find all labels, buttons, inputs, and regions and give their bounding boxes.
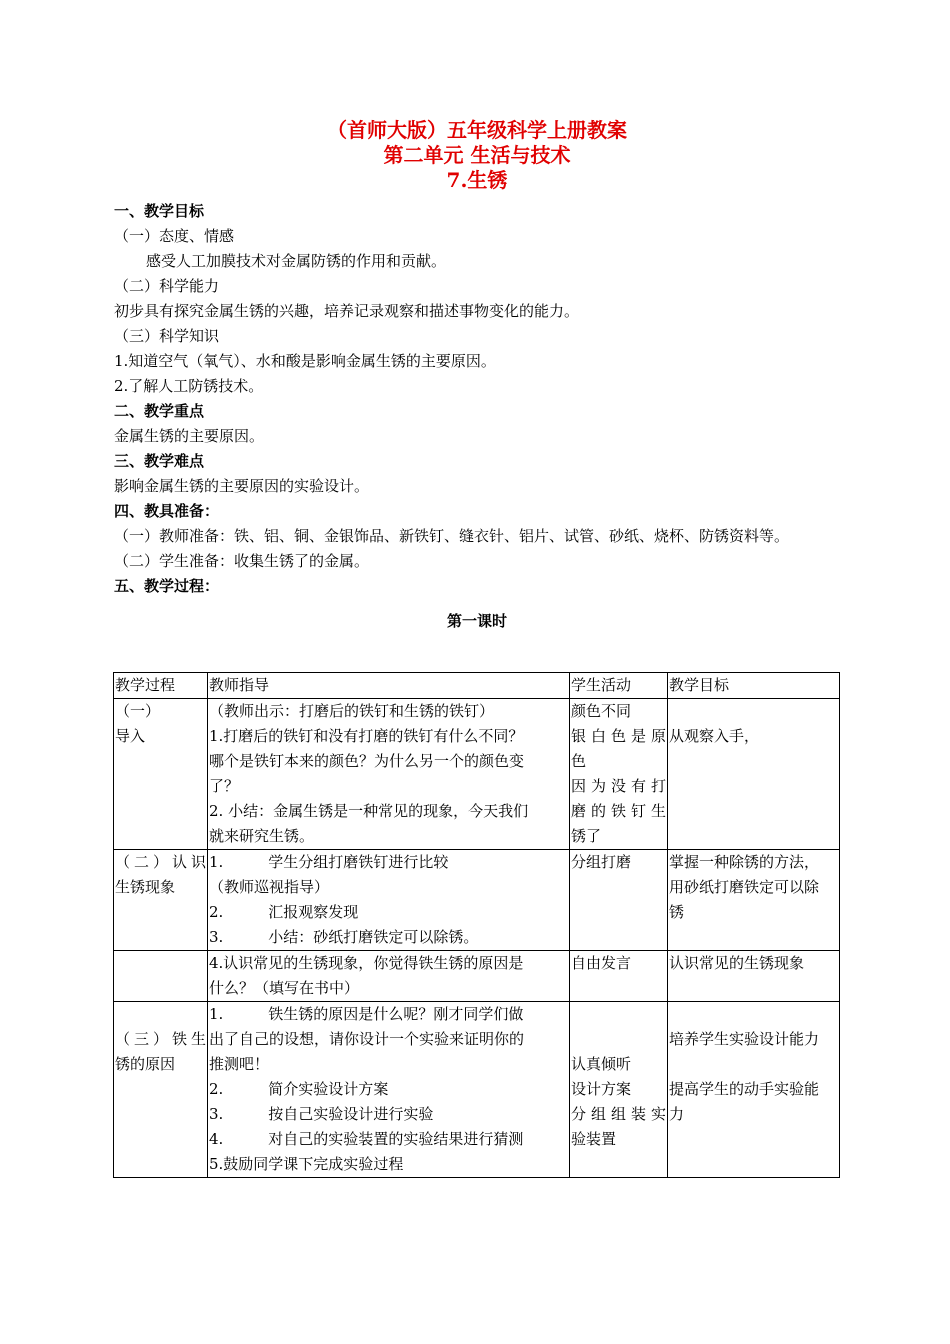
student-cell <box>570 1002 668 1178</box>
objectives-heading: 一、教学目标 <box>114 202 205 220</box>
key-points-heading: 二、教学重点 <box>114 402 205 420</box>
key-points-text: 金属生锈的主要原因。 <box>114 427 265 445</box>
teacher-cell <box>208 1002 570 1178</box>
attitude-text: 感受人工加膜技术对金属防锈的作用和贡献。 <box>146 252 447 270</box>
cell-line: 分组组装实 <box>571 1105 666 1123</box>
goal-cell <box>668 1002 840 1178</box>
cell-line: 认识常见的生锈现象 <box>669 954 805 972</box>
cell-line: （一） <box>115 702 161 720</box>
cell-line: 1.打磨后的铁钉和没有打磨的铁钉有什么不同？ <box>209 727 524 745</box>
student-cell <box>570 951 668 1002</box>
cell-line: 3. 按自己实验设计进行实验 <box>209 1105 434 1123</box>
cell-line: 颜色不同 <box>571 702 632 720</box>
cell-line: 提高学生的动手实验能 <box>669 1080 820 1098</box>
ability-text: 初步具有探究金属生锈的兴趣，培养记录观察和描述事物变化的能力。 <box>114 302 580 320</box>
goal-cell <box>668 850 840 951</box>
cell-line: 2. 小结：金属生锈是一种常见的现象，今天我们 <box>209 802 529 820</box>
stage-cell <box>114 1002 208 1178</box>
cell-line: 2. 汇报观察发现 <box>209 903 359 921</box>
table-row <box>114 951 840 1002</box>
subheading-attitude: （一）态度、情感 <box>114 227 235 245</box>
cell-line: 生锈现象 <box>115 878 176 896</box>
cell-line: 哪个是铁钉本来的颜色？为什么另一个的颜色变 <box>209 752 525 770</box>
cell-line: 5.鼓励同学课下完成实验过程 <box>209 1155 404 1173</box>
document-page <box>114 118 840 634</box>
table-row <box>114 1002 840 1178</box>
cell-line: 出了自己的设想，请你设计一个实验来证明你的 <box>209 1030 525 1048</box>
subheading-ability: （二）科学能力 <box>114 277 220 295</box>
difficulty-heading: 三、教学难点 <box>114 452 205 470</box>
cell-line <box>571 1002 666 1027</box>
header-cell: 学生活动 <box>570 673 668 699</box>
cell-line <box>669 699 838 724</box>
stage-cell <box>114 951 208 1002</box>
cell-line: 培养学生实验设计能力 <box>669 1030 820 1048</box>
stage-cell <box>114 850 208 951</box>
cell-line: 锈 <box>669 903 685 921</box>
preparation-heading: 四、教具准备： <box>114 502 220 520</box>
subheading-knowledge: （三）科学知识 <box>114 327 220 345</box>
student-preparation: （二）学生准备：收集生锈了的金属。 <box>114 552 370 570</box>
cell-line: 设计方案 <box>571 1080 632 1098</box>
cell-line: 力 <box>669 1105 685 1123</box>
lesson-table <box>113 672 840 1178</box>
cell-line: 验装置 <box>571 1130 617 1148</box>
header-cell: 教学目标 <box>668 673 840 699</box>
teacher-cell <box>208 951 570 1002</box>
table-row <box>114 850 840 951</box>
cell-line: 了？ <box>209 777 240 795</box>
cell-line: 从观察入手， <box>669 727 760 745</box>
cell-line: 分组打磨 <box>571 853 632 871</box>
cell-line: 磨的铁钉生 <box>571 802 666 820</box>
title-line-1: （首师大版）五年级科学上册教案 <box>327 118 627 142</box>
cell-line: 4.认识常见的生锈现象，你觉得铁生锈的原因是 <box>209 954 524 972</box>
cell-line: 2. 简介实验设计方案 <box>209 1080 389 1098</box>
cell-line: （教师巡视指导） <box>209 878 330 896</box>
student-cell <box>570 850 668 951</box>
cell-line <box>571 1027 666 1052</box>
cell-line <box>115 1002 206 1027</box>
process-heading: 五、教学过程： <box>114 577 220 595</box>
header-cell: 教学过程 <box>114 673 208 699</box>
cell-line: 自由发言 <box>571 954 632 972</box>
cell-line: （教师出示：打磨后的铁钉和生锈的铁钉） <box>209 702 495 720</box>
table-row <box>114 699 840 850</box>
teacher-cell <box>208 850 570 951</box>
goal-cell <box>668 951 840 1002</box>
document-body <box>114 199 840 599</box>
cell-line: （三）铁生 <box>115 1030 206 1048</box>
goal-cell <box>668 699 840 850</box>
cell-line: （二）认识 <box>115 853 206 871</box>
cell-line: 什么？（填写在书中） <box>209 979 360 997</box>
header-cell: 教师指导 <box>208 673 570 699</box>
table-header-row <box>114 673 840 699</box>
knowledge-item-1: 1.知道空气（氧气）、水和酸是影响金属生锈的主要原因。 <box>114 352 496 370</box>
cell-line: 因为没有打 <box>571 777 666 795</box>
cell-line <box>669 1052 838 1077</box>
cell-line: 锈的原因 <box>115 1055 176 1073</box>
cell-line: 推测吧！ <box>209 1055 270 1073</box>
cell-line <box>669 1002 838 1027</box>
teacher-preparation: （一）教师准备：铁、铝、铜、金银饰品、新铁钉、缝衣针、铝片、试管、砂纸、烧杯、防锈资料等。 <box>114 527 790 545</box>
title-line-2: 第二单元 生活与技术 <box>383 143 571 167</box>
cell-line: 锈了 <box>571 827 602 845</box>
title-line-3: 7.生锈 <box>446 168 508 192</box>
cell-line <box>115 951 206 976</box>
student-cell <box>570 699 668 850</box>
cell-line: 4. 对自己的实验装置的实验结果进行猜测 <box>209 1130 524 1148</box>
cell-line: 3. 小结：砂纸打磨铁定可以除锈。 <box>209 928 479 946</box>
cell-line: 认真倾听 <box>571 1055 632 1073</box>
cell-line: 1. 学生分组打磨铁钉进行比较 <box>209 853 449 871</box>
cell-line: 用砂纸打磨铁定可以除 <box>669 878 820 896</box>
stage-cell <box>114 699 208 850</box>
cell-line: 色 <box>571 752 587 770</box>
difficulty-text: 影响金属生锈的主要原因的实验设计。 <box>114 477 370 495</box>
cell-line: 掌握一种除锈的方法， <box>669 853 820 871</box>
knowledge-item-2: 2.了解人工防锈技术。 <box>114 377 264 395</box>
cell-line: 导入 <box>115 727 146 745</box>
teacher-cell <box>208 699 570 850</box>
document-title <box>114 118 840 193</box>
cell-line: 银白色是原 <box>571 727 666 745</box>
cell-line: 1. 铁生锈的原因是什么呢？刚才同学们做 <box>209 1005 524 1023</box>
cell-line: 就来研究生锈。 <box>209 827 315 845</box>
period-title: 第一课时 <box>446 612 507 630</box>
